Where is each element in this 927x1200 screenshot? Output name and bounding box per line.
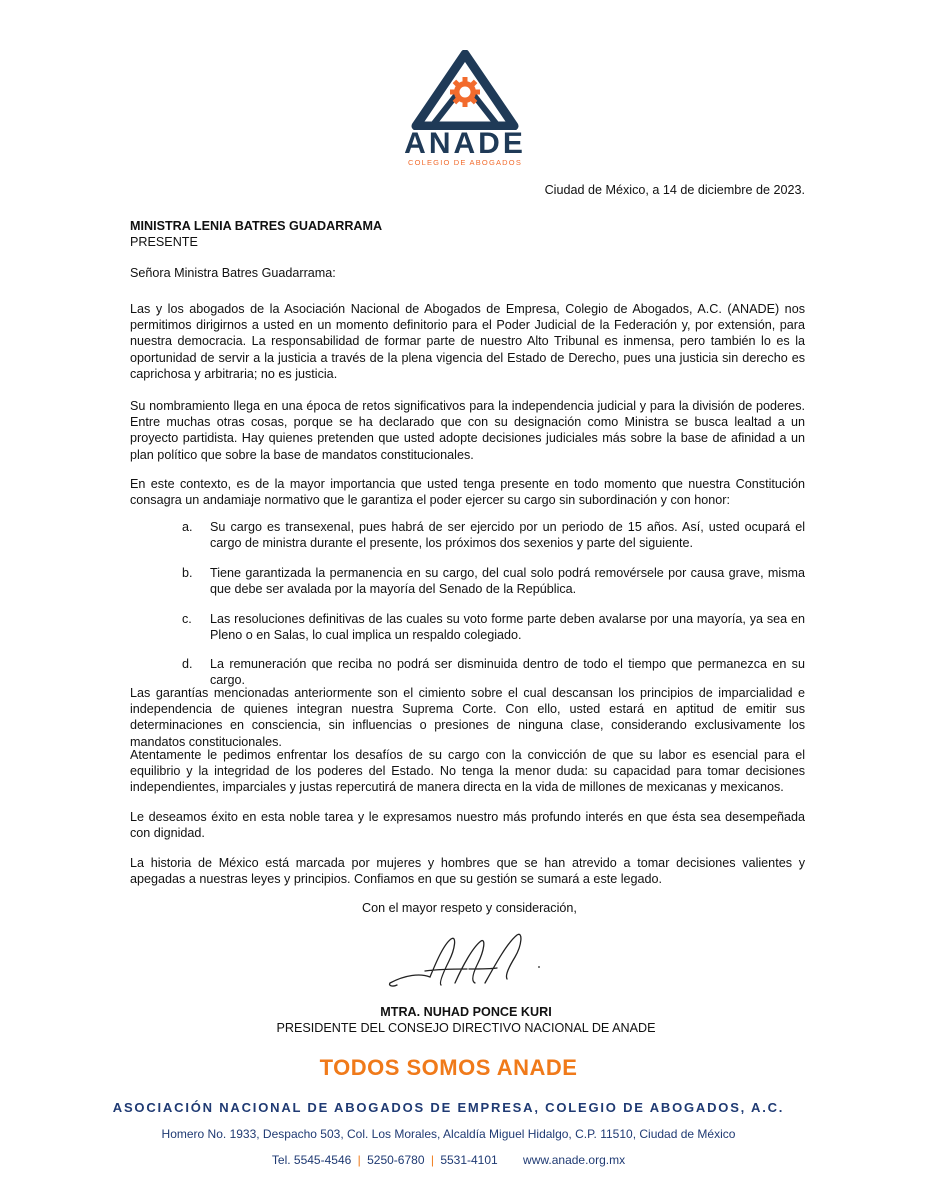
paragraph-5: Atentamente le pedimos enfrentar los desafíos de su cargo con la convicción de que su labor es esencial para el equilibrio y la integridad de los poderes del Estado. No tenga la menor duda: su capacidad para tomar decisiones independientes, imparciales y justas repercutirá de manera directa en la vida de millones de mexicanas y mexicanos. — [130, 748, 805, 795]
footer-phone-2: 5250-6780 — [367, 1153, 425, 1167]
list-item — [182, 519, 805, 551]
addressee-name: MINISTRA LENIA BATRES GUADARRAMA — [130, 219, 383, 233]
handwritten-signature — [385, 925, 550, 995]
list-item-text: Su cargo es transexenal, pues habrá de ser ejercido por un periodo de 15 años. Así, usted ocupará el cargo de ministra durante el presente, los próximos dos sexenios y parte del siguiente. — [210, 520, 805, 551]
footer-separator: | — [430, 1153, 434, 1167]
list-marker: d. — [182, 657, 193, 671]
footer-slogan: TODOS SOMOS ANADE — [319, 1055, 578, 1080]
list-item — [182, 611, 805, 643]
footer-address: Homero No. 1933, Despacho 503, Col. Los Morales, Alcaldía Miguel Hidalgo, C.P. 11510, Ciudad de México — [161, 1127, 736, 1141]
letter-date: Ciudad de México, a 14 de diciembre de 2023. — [544, 183, 805, 197]
greeting: Señora Ministra Batres Guadarrama: — [130, 266, 336, 280]
paragraph-1: Las y los abogados de la Asociación Nacional de Abogados de Empresa, Colegio de Abogados, A.C. (ANADE) nos permitimos dirigirnos a usted en un momento definitorio para el Poder Judicial de la Federación y, por extensión, para nuestra democracia. La responsabilidad de formar parte de nuestro Alto Tribunal es inmensa, pero también lo es la oportunidad de servir a la justicia a través de la plena vigencia del Estado de Derecho, pues una justicia sin derecho es caprichosa y arbitraria; no es justicia. — [130, 302, 805, 381]
footer-website-link[interactable]: www.anade.org.mx — [523, 1153, 626, 1167]
anade-logo — [380, 50, 550, 175]
logo-wordmark: ANADE — [404, 127, 526, 160]
paragraph-4: Las garantías mencionadas anteriormente son el cimiento sobre el cual descansan los principios de imparcialidad e independencia de quienes integran nuestra Suprema Corte. Con ello, usted estará en aptitud de emitir sus determinaciones en consciencia, sin influencias o presiones de ninguna clase, considerando exclusivamente los mandatos constitucionales. — [130, 686, 805, 749]
paragraph-3: En este contexto, es de la mayor importancia que usted tenga presente en todo momento que nuestra Constitución consagra un andamiaje normativo que le garantiza el poder ejercer su cargo sin subordinación y con honor: — [130, 477, 805, 508]
paragraph-6: Le deseamos éxito en esta noble tarea y le expresamos nuestro más profundo interés en que ésta sea desempeñada con dignidad. — [130, 810, 805, 841]
list-item-text: La remuneración que reciba no podrá ser disminuida dentro de todo el tiempo que permanezca en su cargo. — [210, 657, 805, 688]
footer-contact — [0, 1153, 897, 1167]
footer-separator: | — [357, 1153, 361, 1167]
list-item-text: Las resoluciones definitivas de las cuales su voto forme parte deben avalarse por una mayoría, ya sea en Pleno o en Salas, lo cual implica un respaldo colegiado. — [210, 612, 805, 643]
addressee-block — [130, 218, 805, 250]
list-marker: a. — [182, 520, 193, 534]
closing: Con el mayor respeto y consideración, — [362, 901, 577, 915]
list-marker: b. — [182, 566, 193, 580]
list-item-text: Tiene garantizada la permanencia en su cargo, del cual solo podrá removérsele por causa grave, misma que debe ser avalada por la mayoría del Senado de la República. — [210, 566, 805, 597]
footer-phone-3: 5531-4101 — [440, 1153, 498, 1167]
list-item — [182, 565, 805, 597]
list-marker: c. — [182, 612, 192, 626]
logo-subtitle: COLEGIO DE ABOGADOS — [407, 158, 523, 167]
footer-phone-1: Tel. 5545-4546 — [271, 1153, 352, 1167]
signer-title: PRESIDENTE DEL CONSEJO DIRECTIVO NACIONAL DE ANADE — [276, 1021, 656, 1035]
anade-emblem-icon — [410, 50, 520, 130]
paragraph-7: La historia de México está marcada por mujeres y hombres que se han atrevido a tomar decisiones valientes y apegadas a nuestras leyes y principios. Confiamos en que su gestión se sumará a este legado. — [130, 856, 805, 887]
addressee-line: PRESENTE — [130, 235, 198, 250]
list-item — [182, 656, 805, 688]
paragraph-2: Su nombramiento llega en una época de retos significativos para la independencia judicial y para la división de poderes. Entre muchas otras cosas, porque se ha declarado que con su designación como Ministra se busca lealtad a un proyecto partidista. Hay quienes pretenden que usted adopte decisiones judiciales más sobre la base de afinidad a un plan político que sobre la base de mandatos constitucionales. — [130, 399, 805, 462]
footer-association-name: ASOCIACIÓN NACIONAL DE ABOGADOS DE EMPRESA, COLEGIO DE ABOGADOS, A.C. — [112, 1100, 785, 1115]
signer-name: MTRA. NUHAD PONCE KURI — [380, 1005, 552, 1019]
